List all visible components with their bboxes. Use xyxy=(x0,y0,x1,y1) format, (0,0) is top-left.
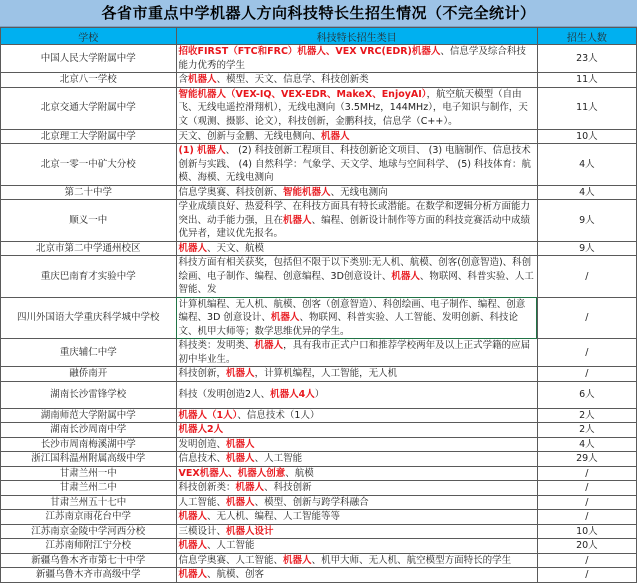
count-cell[interactable]: 11人 xyxy=(537,87,636,129)
highlighted-text: 机器人 xyxy=(254,340,284,351)
count-cell[interactable]: 9人 xyxy=(537,200,636,242)
text: 、科技创新 xyxy=(264,482,312,493)
school-cell[interactable]: 北京八一学校 xyxy=(1,73,177,88)
text: 含 xyxy=(178,74,189,85)
text: 学业成绩良好、热爱科学、在科技方面具有特长或潜能。在数学和逻辑分析方面能力突出、动手能力强，且在 xyxy=(178,201,531,226)
category-cell[interactable] xyxy=(176,423,537,438)
category-cell[interactable] xyxy=(176,381,537,408)
highlighted-text: (1) 机器人 xyxy=(178,145,226,156)
highlighted-text: 机器人（1人） xyxy=(178,409,238,421)
count-cell[interactable]: / xyxy=(537,339,636,367)
table-row xyxy=(1,381,637,408)
school-cell[interactable]: 北京交通大学附属中学 xyxy=(1,87,177,129)
highlighted-text: 机器人 xyxy=(178,540,208,551)
text: 人工智能、 xyxy=(178,496,227,508)
school-cell[interactable]: 新疆乌鲁木齐市第七十中学 xyxy=(1,553,177,568)
table-row xyxy=(1,568,637,583)
category-cell[interactable] xyxy=(176,437,537,452)
table-row xyxy=(1,73,637,88)
table-row xyxy=(1,466,637,481)
category-cell[interactable] xyxy=(176,339,537,367)
highlighted-text: 机器人 xyxy=(178,511,208,522)
text: 、模型、创新与跨学科融合 xyxy=(254,496,369,508)
text: ，航空航天模型（自由飞、无线电遥控滑翔机），无线电测向（3.5MHz，144MHz），电子知识与制作，天文（观测、摄影、论文），科技创新，金鹏科技，信息学（C++）。 xyxy=(178,88,528,127)
highlighted-text: 机器人 xyxy=(178,242,208,254)
highlighted-text: 机器人 xyxy=(226,496,255,508)
category-cell[interactable] xyxy=(176,452,537,467)
count-cell[interactable]: 4人 xyxy=(537,144,636,186)
text: 、模型、天文、信息学、科技创新类 xyxy=(216,74,369,85)
school-cell[interactable]: 北京市第二中学通州校区 xyxy=(1,241,177,256)
category-cell[interactable] xyxy=(176,367,537,382)
text: 、航模 xyxy=(285,467,314,479)
category-cell[interactable] xyxy=(176,568,537,583)
highlighted-text: 招收FIRST（FTC和FRC）机器人、VEX VRC(EDR)机器人 xyxy=(178,46,441,57)
highlighted-text: 机器人4人 xyxy=(270,388,315,400)
header-row xyxy=(1,28,637,45)
text: 科技（发明创造2人、 xyxy=(178,388,271,400)
text: 科技创新， xyxy=(178,368,227,379)
count-cell[interactable]: 20人 xyxy=(537,539,636,554)
text: 信息学奥赛、人工智能、 xyxy=(178,554,284,566)
table-row xyxy=(1,87,637,129)
school-cell[interactable]: 江苏南京雨花台中学 xyxy=(1,510,177,525)
highlighted-text: 机器人 xyxy=(321,130,350,142)
category-cell[interactable] xyxy=(176,466,537,481)
school-cell[interactable]: 第二十中学 xyxy=(1,185,177,200)
school-cell[interactable]: 浙江国科温州附属高级中学 xyxy=(1,452,177,467)
school-cell[interactable]: 北京理工大学附属中学 xyxy=(1,129,177,144)
text: 、天文、航模 xyxy=(207,242,265,254)
table-row xyxy=(1,256,637,298)
table-row xyxy=(1,481,637,496)
highlighted-text: 机器人 xyxy=(188,74,217,85)
count-cell[interactable]: 29人 xyxy=(537,452,636,467)
school-cell[interactable]: 江苏南京金陵中学河西分校 xyxy=(1,524,177,539)
text: 科技创新类： xyxy=(178,482,236,493)
table-row xyxy=(1,423,637,438)
table-row xyxy=(1,510,637,525)
table-row xyxy=(1,553,637,568)
school-cell[interactable]: 重庆辅仁中学 xyxy=(1,339,177,367)
category-cell[interactable] xyxy=(176,185,537,200)
school-cell[interactable]: 江苏南师附江宁分校 xyxy=(1,539,177,554)
highlighted-text: 机器人 xyxy=(270,312,300,323)
highlighted-text: 机器人 xyxy=(283,554,312,566)
count-cell[interactable]: / xyxy=(537,568,636,583)
school-cell[interactable]: 甘肃兰州一中 xyxy=(1,466,177,481)
school-cell[interactable]: 四川外国语大学重庆科学城中学校 xyxy=(1,297,177,339)
text: 科技类：发明类、 xyxy=(178,340,255,351)
count-cell[interactable]: 6人 xyxy=(537,381,636,408)
table-row xyxy=(1,200,637,242)
table-row xyxy=(1,539,637,554)
text: ，具有我市正式户口和推荐学校两年及以上正式学籍的应届初中毕业生。 xyxy=(178,340,531,365)
category-cell[interactable] xyxy=(176,144,537,186)
highlighted-text: 智能机器人 xyxy=(283,186,331,198)
school-cell[interactable]: 新疆乌鲁木齐市高级中学 xyxy=(1,568,177,583)
text: 、无线电测向 xyxy=(330,186,388,198)
table-body xyxy=(1,45,637,583)
count-cell[interactable]: 4人 xyxy=(537,185,636,200)
highlighted-text: VEX机器人、机器人创意 xyxy=(178,467,286,479)
count-cell[interactable]: 9人 xyxy=(537,241,636,256)
highlighted-text: 机器人 xyxy=(226,453,255,464)
text: 计算机编程、无人机、航模、创客（创意智造）、科创绘画、电子制作、编程、创意编程、3D 创意设计、 xyxy=(178,298,526,323)
table-row xyxy=(1,367,637,382)
table-row xyxy=(1,408,637,423)
school-cell[interactable]: 湖南师范大学附属中学 xyxy=(1,408,177,423)
table-row xyxy=(1,297,637,339)
table-row xyxy=(1,45,637,73)
text: 、无人机、编程、人工智能等等 xyxy=(207,511,341,522)
text: 、物联网、科普实验、人工智能、发明创新、科技论文、机甲大师等；数学思维优异的学生。 xyxy=(178,312,518,337)
header-category[interactable]: 科技特长招生类目 xyxy=(176,28,537,45)
text: 科技方面有相关获奖，包括但不限于以下类别:无人机、航模、创客(创意智造)、科创绘画、电子制作、编程、创意编程、3D创意设计、 xyxy=(178,257,532,282)
highlighted-text: 机器人 xyxy=(283,214,312,226)
school-cell[interactable]: 顺义一中 xyxy=(1,200,177,242)
count-cell[interactable]: / xyxy=(537,553,636,568)
admissions-table xyxy=(0,27,637,583)
table-row xyxy=(1,437,637,452)
table-row xyxy=(1,339,637,367)
category-cell[interactable] xyxy=(176,87,537,129)
school-cell[interactable]: 甘肃兰州五十七中 xyxy=(1,495,177,510)
table-row xyxy=(1,185,637,200)
category-cell[interactable] xyxy=(176,481,537,496)
category-cell[interactable] xyxy=(176,200,537,242)
text: 、 (2) 科技创新工程项目、科技创新论文项目、 (3) 电脑制作、信息技术创新与实践、 (4) 自然科学：气象学、天文学、地球与空间科学、 (5) 科技体育：航模、海模、无线电测向 xyxy=(178,145,532,183)
category-cell[interactable] xyxy=(176,45,537,73)
text: 天文、创新与金鹏、无线电侧向、 xyxy=(178,130,322,142)
text: 、信息技术（1人） xyxy=(237,409,320,421)
count-cell[interactable]: 23人 xyxy=(537,45,636,73)
category-cell[interactable] xyxy=(176,408,537,423)
highlighted-text: 机器人 xyxy=(235,482,265,493)
category-cell[interactable] xyxy=(176,510,537,525)
text: 发明创造、 xyxy=(178,438,227,450)
school-cell[interactable]: 湖南长沙雷锋学校 xyxy=(1,381,177,408)
text: 信息技术、 xyxy=(178,453,227,464)
highlighted-text: 机器人 xyxy=(178,569,208,580)
category-cell[interactable] xyxy=(176,524,537,539)
count-cell[interactable]: 10人 xyxy=(537,524,636,539)
highlighted-text: 机器人2人 xyxy=(178,424,224,435)
school-cell[interactable]: 融侨南开 xyxy=(1,367,177,382)
text: 、人工智能 xyxy=(207,540,255,551)
text: 三模设计、 xyxy=(178,525,227,537)
header-count[interactable]: 招生人数 xyxy=(537,28,636,45)
text: ） xyxy=(314,388,325,400)
school-cell[interactable]: 甘肃兰州二中 xyxy=(1,481,177,496)
table-row xyxy=(1,241,637,256)
table-row xyxy=(1,452,637,467)
text: 信息学奥赛、科技创新、 xyxy=(178,186,284,198)
count-cell[interactable]: / xyxy=(537,481,636,496)
category-cell[interactable] xyxy=(176,73,537,88)
count-cell[interactable]: / xyxy=(537,510,636,525)
count-cell[interactable]: / xyxy=(537,367,636,382)
category-cell[interactable] xyxy=(176,553,537,568)
text: ，计算机编程，人工智能，无人机 xyxy=(254,368,398,379)
text: 、机甲大师、无人机、航空模型方面特长的学生 xyxy=(311,554,512,566)
table-row xyxy=(1,129,637,144)
count-cell[interactable]: 11人 xyxy=(537,73,636,88)
highlighted-text: 机器人 xyxy=(226,438,255,450)
category-cell[interactable] xyxy=(176,256,537,298)
text: 、信息学及综合科技能力优秀的学生 xyxy=(178,46,526,71)
table-row xyxy=(1,524,637,539)
text: 、人工智能 xyxy=(254,453,303,464)
table-row xyxy=(1,495,637,510)
category-cell[interactable] xyxy=(176,539,537,554)
table-row xyxy=(1,144,637,186)
text: 、编程、创新设计制作等方面的科技竞赛活动中成绩优异者，建议优先报名。 xyxy=(178,214,531,239)
highlighted-text: 智能机器人（VEX-IQ、VEX-EDR、MakeX、EnjoyAI） xyxy=(178,88,427,100)
count-cell[interactable]: / xyxy=(537,495,636,510)
category-cell[interactable] xyxy=(176,129,537,144)
school-cell[interactable]: 长沙市周南梅溪湖中学 xyxy=(1,437,177,452)
category-cell-selected[interactable] xyxy=(176,297,537,339)
category-cell[interactable] xyxy=(176,495,537,510)
header-school[interactable]: 学校 xyxy=(1,28,177,45)
count-cell[interactable]: 2人 xyxy=(537,408,636,423)
count-cell[interactable]: 4人 xyxy=(537,437,636,452)
school-cell[interactable]: 湖南长沙周南中学 xyxy=(1,423,177,438)
school-cell[interactable]: 重庆巴南育才实验中学 xyxy=(1,256,177,298)
count-cell[interactable]: / xyxy=(537,297,636,339)
sheet-title[interactable]: 各省市重点中学机器人方向科技特长生招生情况（不完全统计） xyxy=(0,0,637,27)
count-cell[interactable]: / xyxy=(537,256,636,298)
school-cell[interactable]: 北京一零一中矿大分校 xyxy=(1,144,177,186)
count-cell[interactable]: / xyxy=(537,466,636,481)
count-cell[interactable]: 2人 xyxy=(537,423,636,438)
category-cell[interactable] xyxy=(176,241,537,256)
highlighted-text: 机器人 xyxy=(391,270,420,282)
highlighted-text: 机器人 xyxy=(226,368,255,379)
text: 、物联网、科普实验、人工智能、发 xyxy=(178,270,534,295)
school-cell[interactable]: 中国人民大学附属中学 xyxy=(1,45,177,73)
highlighted-text: 机器人设计 xyxy=(226,525,274,537)
count-cell[interactable]: 10人 xyxy=(537,129,636,144)
text: 、航模、创客 xyxy=(207,569,265,580)
